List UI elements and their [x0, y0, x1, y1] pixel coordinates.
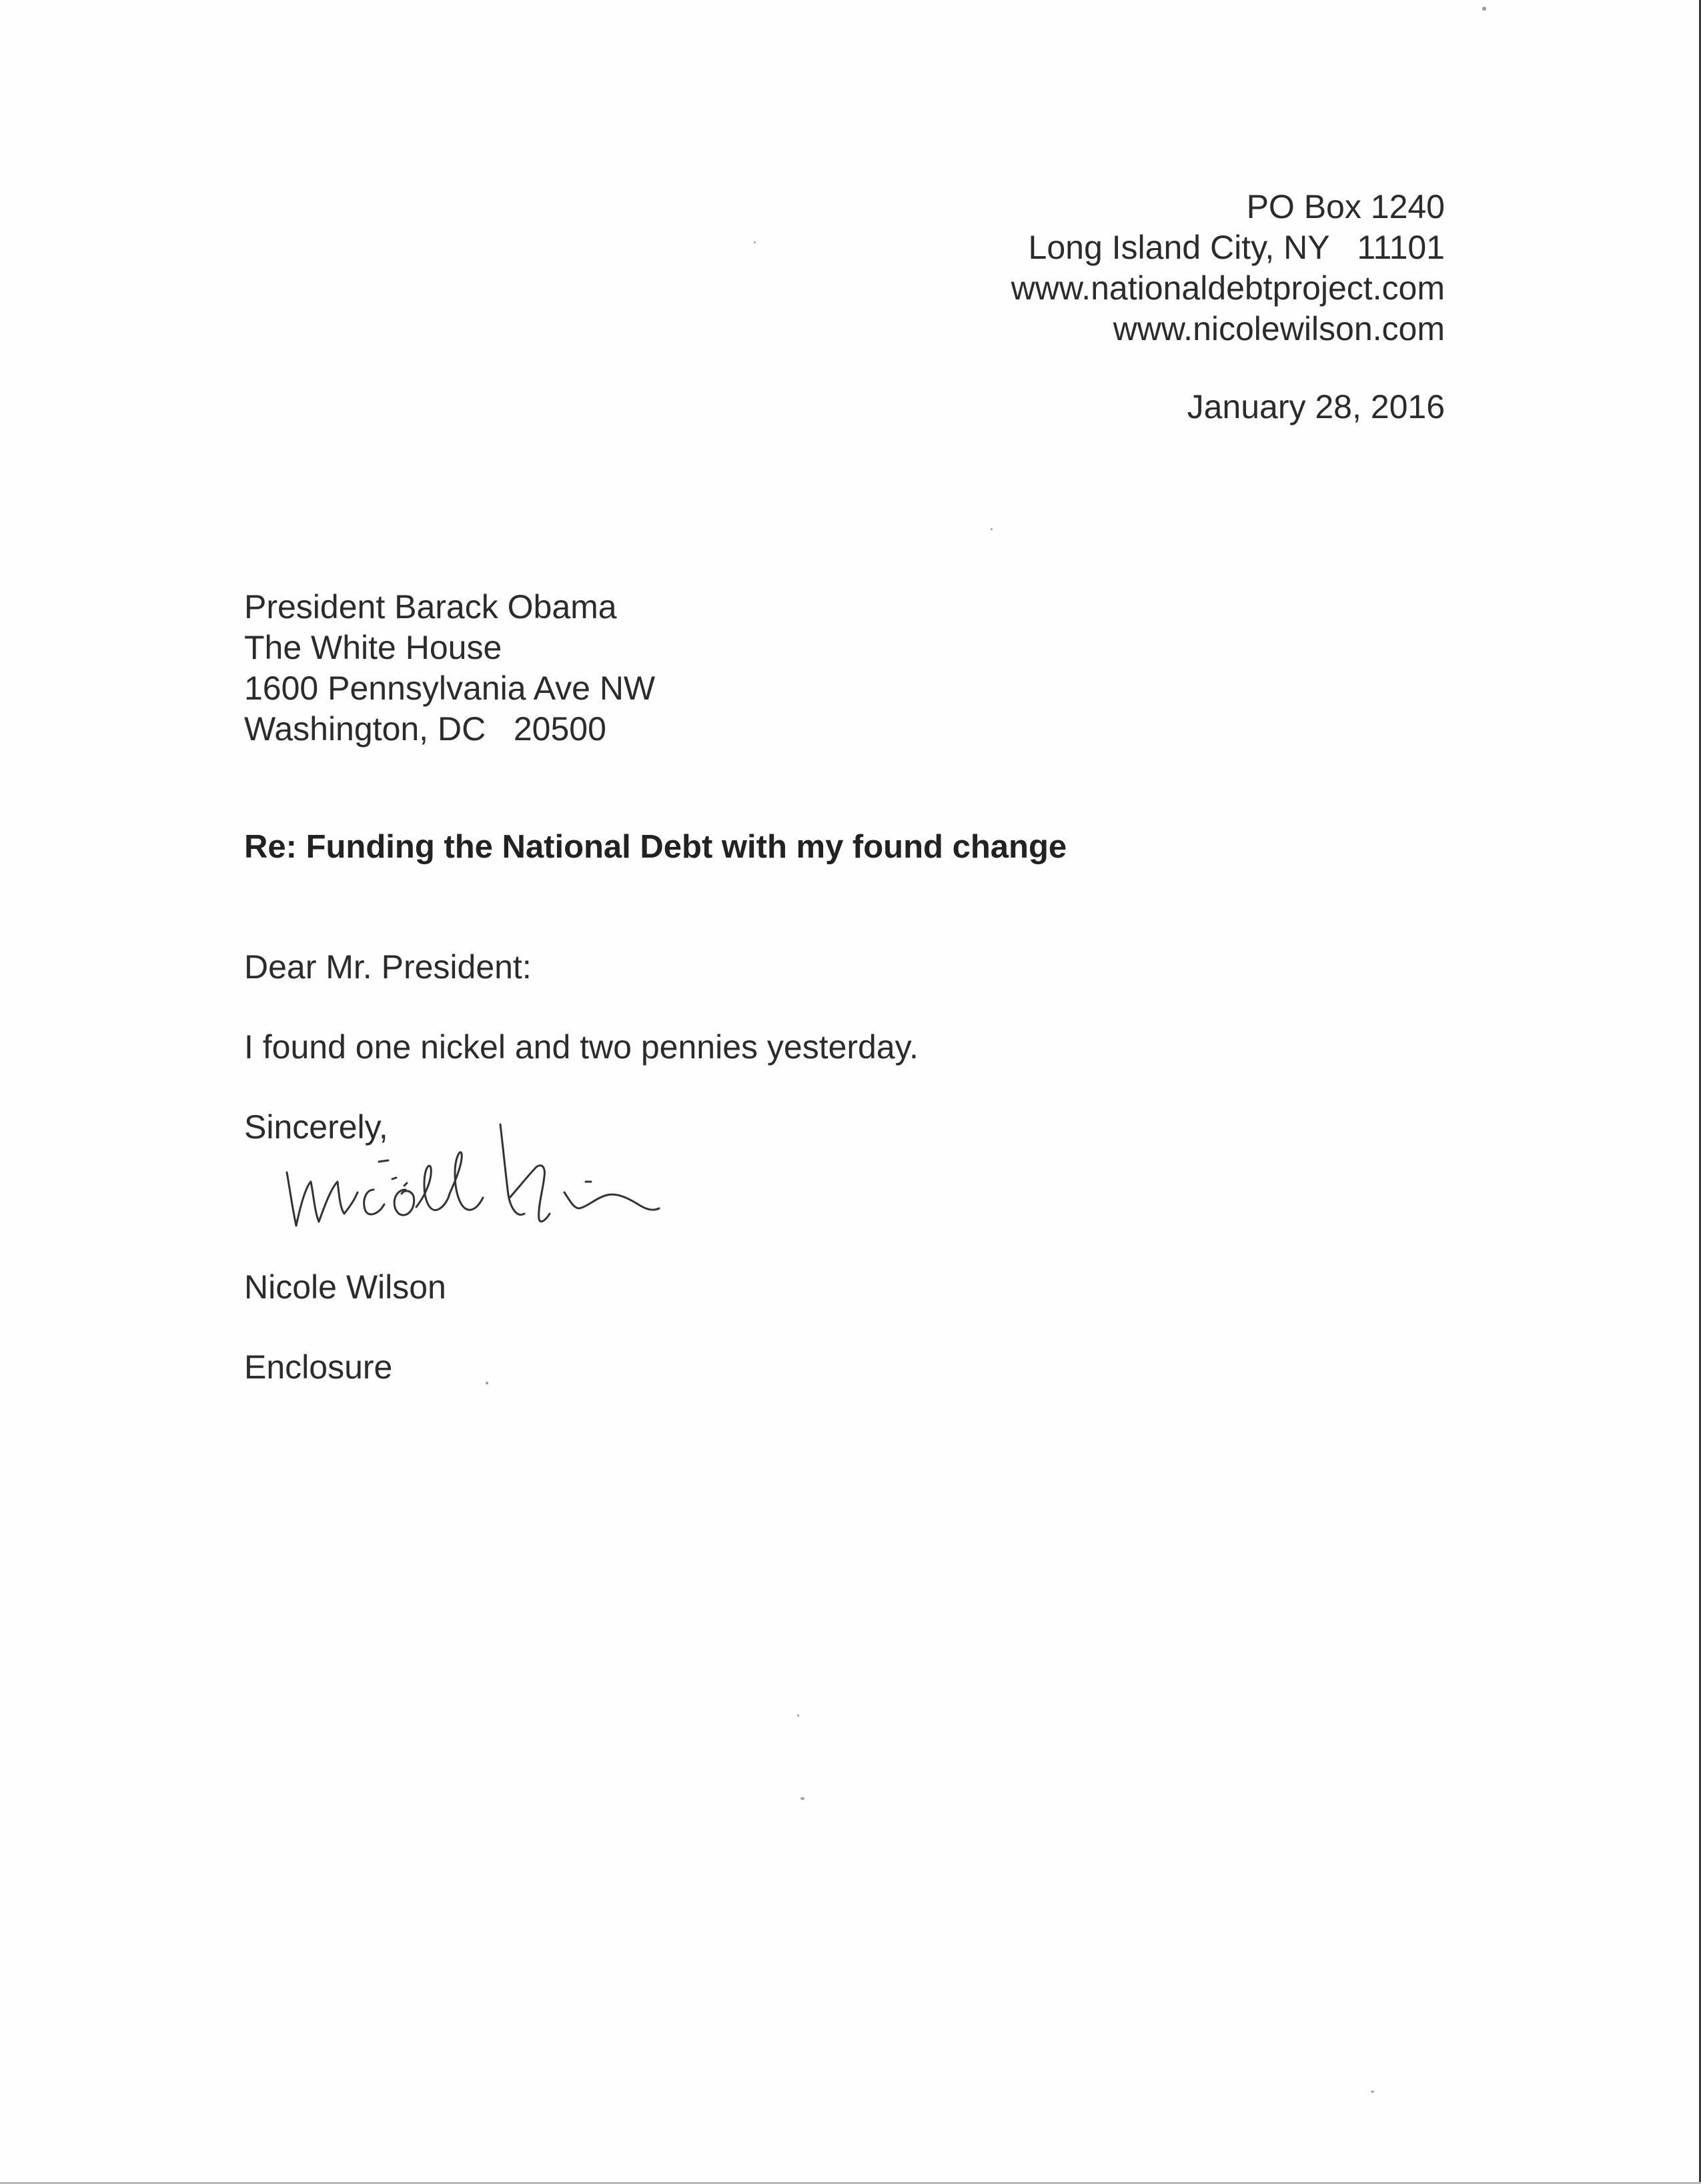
return-address-line: PO Box 1240	[1246, 188, 1445, 225]
return-address-website: www.nationaldebtproject.com	[1011, 269, 1445, 307]
letter-date: January 28, 2016	[1187, 388, 1445, 425]
enclosure-note: Enclosure	[244, 1348, 393, 1386]
closing: Sincerely,	[244, 1108, 388, 1146]
return-address	[1011, 187, 1445, 349]
scan-speck	[754, 241, 756, 243]
handwritten-signature	[273, 1120, 674, 1247]
scan-speck	[486, 1382, 488, 1384]
scan-speck	[1482, 7, 1486, 11]
scan-speck	[797, 1715, 799, 1717]
recipient-line: Washington, DC 20500	[244, 710, 606, 748]
scan-speck	[800, 1797, 804, 1800]
recipient-address	[244, 587, 655, 750]
return-address-website: www.nicolewilson.com	[1113, 310, 1445, 347]
recipient-line: The White House	[244, 629, 502, 666]
scan-speck	[1371, 2091, 1374, 2093]
recipient-line: 1600 Pennsylvania Ave NW	[244, 670, 656, 707]
salutation: Dear Mr. President:	[244, 948, 532, 986]
recipient-line: President Barack Obama	[244, 588, 617, 626]
return-address-line: Long Island City, NY 11101	[1028, 229, 1445, 266]
subject-line: Re: Funding the National Debt with my found change	[244, 829, 1067, 865]
signer-name: Nicole Wilson	[244, 1268, 446, 1306]
scan-speck	[991, 528, 993, 530]
letter-body: I found one nickel and two pennies yesterday.	[244, 1028, 919, 1066]
